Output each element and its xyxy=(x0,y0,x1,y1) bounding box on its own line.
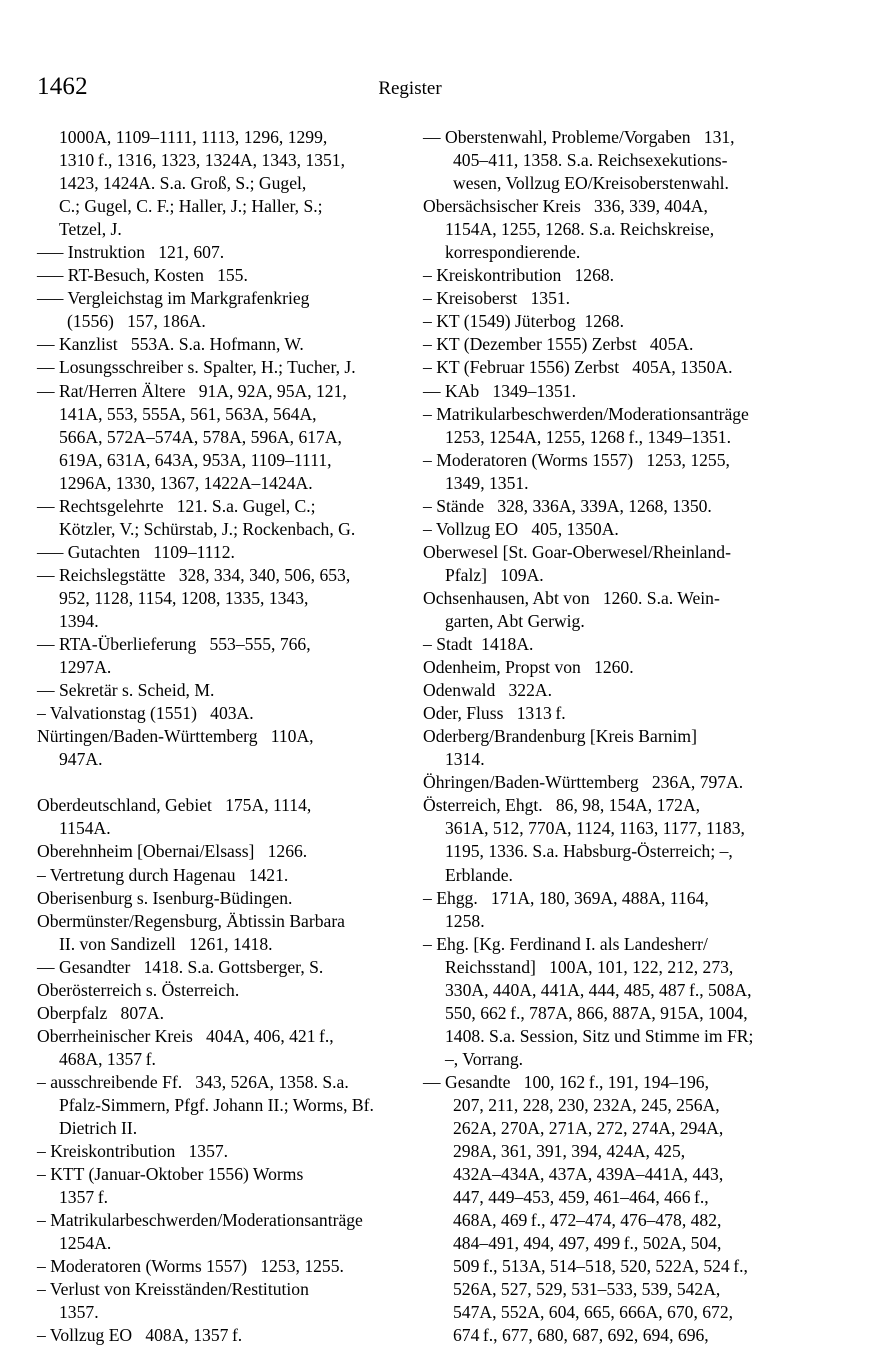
index-line: –, Vorrang. xyxy=(445,1048,524,1069)
index-line: Oberehnheim [Obernai/Elsass] 1266. xyxy=(37,841,308,862)
index-line: 1296A, 1330, 1367, 1422A–1424A. xyxy=(59,472,313,493)
index-line: – KTT (Januar-Oktober 1556) Worms xyxy=(37,1164,304,1185)
index-line: 1154A, 1255, 1268. S.a. Reichskreise, xyxy=(445,219,715,240)
index-line: – Kreiskontribution 1268. xyxy=(423,265,615,286)
index-line: Ochsenhausen, Abt von 1260. S.a. Wein- xyxy=(423,587,720,608)
index-line: 432A–434A, 437A, 439A–441A, 443, xyxy=(453,1164,724,1185)
index-line: – Matrikularbeschwerden/Moderationsanträge xyxy=(423,403,749,424)
index-line: – Kreisoberst 1351. xyxy=(423,288,571,309)
index-line: Obermünster/Regensburg, Äbtissin Barbara xyxy=(37,910,345,931)
index-line: Obersächsischer Kreis 336, 339, 404A, xyxy=(423,196,708,217)
index-line: Reichsstand] 100A, 101, 122, 212, 273, xyxy=(445,956,734,977)
index-line: 468A, 1357 f. xyxy=(59,1048,156,1069)
index-line: 1349, 1351. xyxy=(445,472,529,493)
index-line: 550, 662 f., 787A, 866, 887A, 915A, 1004, xyxy=(445,1002,748,1023)
index-line: 484–491, 494, 497, 499 f., 502A, 504, xyxy=(453,1233,722,1254)
index-line: –– Sekretär s. Scheid, M. xyxy=(37,680,215,701)
index-line: 330A, 440A, 441A, 444, 485, 487 f., 508A, xyxy=(445,979,752,1000)
index-line: 547A, 552A, 604, 665, 666A, 670, 672, xyxy=(453,1302,734,1323)
index-line: 1394. xyxy=(59,610,99,631)
index-line: (1556) 157, 186A. xyxy=(67,311,206,332)
index-line: 1195, 1336. S.a. Habsburg-Österreich; –, xyxy=(445,841,733,862)
index-line: –– Losungsschreiber s. Spalter, H.; Tucher, J. xyxy=(37,357,356,378)
index-line: –– Rat/Herren Ältere 91A, 92A, 95A, 121, xyxy=(37,380,347,401)
index-line: 361A, 512, 770A, 1124, 1163, 1177, 1183, xyxy=(445,818,745,839)
index-line: 262A, 270A, 271A, 272, 274A, 294A, xyxy=(453,1118,724,1139)
index-line: 468A, 469 f., 472–474, 476–478, 482, xyxy=(453,1210,722,1231)
index-line: 1357 f. xyxy=(59,1187,108,1208)
section-gap xyxy=(37,771,409,794)
index-line: 1310 f., 1316, 1323, 1324A, 1343, 1351, xyxy=(59,150,345,171)
running-head xyxy=(0,74,891,100)
index-line: –– Gesandte 100, 162 f., 191, 194–196, xyxy=(423,1071,709,1092)
index-line: 447, 449–453, 459, 461–464, 466 f., xyxy=(453,1187,709,1208)
index-line: Oder, Fluss 1313 f. xyxy=(423,703,566,724)
index-line: 619A, 631A, 643A, 953A, 1109–1111, xyxy=(59,449,332,470)
index-line: 1000A, 1109–1111, 1113, 1296, 1299, xyxy=(59,127,328,147)
index-line: 1297A. xyxy=(59,657,112,678)
index-line: –– Reichslegstätte 328, 334, 340, 506, 653, xyxy=(37,564,351,585)
index-line: – KT (1549) Jüterbog 1268. xyxy=(423,311,625,332)
index-line: – KT (Dezember 1555) Zerbst 405A. xyxy=(423,334,694,355)
index-line: – ausschreibende Ff. 343, 526A, 1358. S.a. xyxy=(37,1071,349,1092)
index-line: ––– Gutachten 1109–1112. xyxy=(37,541,235,562)
index-column-right xyxy=(423,126,823,1347)
index-line: –– Rechtsgelehrte 121. S.a. Gugel, C.; xyxy=(37,495,316,516)
index-line: Odenwald 322A. xyxy=(423,680,552,701)
index-line: II. von Sandizell 1261, 1418. xyxy=(59,933,273,954)
running-head-title: Register xyxy=(378,78,442,99)
index-line: Oberpfalz 807A. xyxy=(37,1002,165,1023)
index-line: Nürtingen/Baden-Württemberg 110A, xyxy=(37,726,314,747)
index-line: Oberisenburg s. Isenburg-Büdingen. xyxy=(37,887,293,908)
index-line: 207, 211, 228, 230, 232A, 245, 256A, xyxy=(453,1094,720,1115)
index-line: 405–411, 1358. S.a. Reichsexekutions- xyxy=(453,150,728,171)
index-line: garten, Abt Gerwig. xyxy=(445,610,585,631)
index-line: –– RTA-Überlieferung 553–555, 766, xyxy=(37,634,311,655)
index-line: Öhringen/Baden-Württemberg 236A, 797A. xyxy=(423,772,744,793)
index-line: Oberdeutschland, Gebiet 175A, 1114, xyxy=(37,795,312,816)
index-line: Erblande. xyxy=(445,864,513,885)
index-line: Odenheim, Propst von 1260. xyxy=(423,657,634,678)
index-line: 141A, 553, 555A, 561, 563A, 564A, xyxy=(59,403,317,424)
index-line: – Moderatoren (Worms 1557) 1253, 1255. xyxy=(37,1256,344,1277)
index-line: – Verlust von Kreisständen/Restitution xyxy=(37,1279,309,1300)
index-line: – KT (Februar 1556) Zerbst 405A, 1350A. xyxy=(423,357,733,378)
index-column-left xyxy=(37,126,409,1347)
index-line: ––– RT-Besuch, Kosten 155. xyxy=(37,265,248,286)
index-line: Österreich, Ehgt. 86, 98, 154A, 172A, xyxy=(423,795,701,816)
page-number: 1462 xyxy=(37,73,88,100)
index-line: –– Oberstenwahl, Probleme/Vorgaben 131, xyxy=(423,127,735,147)
index-line: korrespondierende. xyxy=(445,242,581,263)
index-line: 674 f., 677, 680, 687, 692, 694, 696, xyxy=(453,1325,709,1346)
index-line: – Stadt 1418A. xyxy=(423,634,534,655)
index-line: –– Kanzlist 553A. S.a. Hofmann, W. xyxy=(37,334,304,355)
index-line: ––– Instruktion 121, 607. xyxy=(37,242,225,263)
index-line: ––– Vergleichstag im Markgrafenkrieg xyxy=(37,288,310,309)
index-line: – Ehg. [Kg. Ferdinand I. als Landesherr/ xyxy=(423,933,708,954)
index-line: –– Gesandter 1418. S.a. Gottsberger, S. xyxy=(37,956,324,977)
index-line: 509 f., 513A, 514–518, 520, 522A, 524 f., xyxy=(453,1256,748,1277)
index-line: 1254A. xyxy=(59,1233,112,1254)
index-line: 1423, 1424A. S.a. Groß, S.; Gugel, xyxy=(59,173,307,194)
index-line: – Kreiskontribution 1357. xyxy=(37,1141,229,1162)
index-line: Oberösterreich s. Österreich. xyxy=(37,979,240,1000)
index-line: Dietrich II. xyxy=(59,1118,138,1139)
index-line: Tetzel, J. xyxy=(59,219,122,240)
index-line: – Valvationstag (1551) 403A. xyxy=(37,703,254,724)
index-line: 1408. S.a. Session, Sitz und Stimme im FR; xyxy=(445,1025,754,1046)
index-line: – Moderatoren (Worms 1557) 1253, 1255, xyxy=(423,449,730,470)
index-line: Pfalz-Simmern, Pfgf. Johann II.; Worms, Bf. xyxy=(59,1094,374,1115)
index-line: Kötzler, V.; Schürstab, J.; Rockenbach, G. xyxy=(59,518,356,539)
index-line: 947A. xyxy=(59,749,103,770)
index-line: 566A, 572A–574A, 578A, 596A, 617A, xyxy=(59,426,342,447)
index-line: wesen, Vollzug EO/Kreisoberstenwahl. xyxy=(453,173,729,194)
index-line: Oberwesel [St. Goar-Oberwesel/Rheinland- xyxy=(423,541,731,562)
index-line: 952, 1128, 1154, 1208, 1335, 1343, xyxy=(59,587,309,608)
index-line: –– KAb 1349–1351. xyxy=(423,380,576,401)
index-line: – Vollzug EO 408A, 1357 f. xyxy=(37,1325,243,1346)
index-line: 1253, 1254A, 1255, 1268 f., 1349–1351. xyxy=(445,426,731,447)
index-line: Pfalz] 109A. xyxy=(445,564,544,585)
index-line: – Matrikularbeschwerden/Moderationsanträge xyxy=(37,1210,363,1231)
index-line: – Stände 328, 336A, 339A, 1268, 1350. xyxy=(423,495,712,516)
index-line: 298A, 361, 391, 394, 424A, 425, xyxy=(453,1141,686,1162)
index-line: 1314. xyxy=(445,749,485,770)
index-line: C.; Gugel, C. F.; Haller, J.; Haller, S.; xyxy=(59,196,323,217)
index-line: 1154A. xyxy=(59,818,111,839)
index-line: 526A, 527, 529, 531–533, 539, 542A, xyxy=(453,1279,721,1300)
index-line: – Vollzug EO 405, 1350A. xyxy=(423,518,619,539)
index-line: 1357. xyxy=(59,1302,99,1323)
index-line: 1258. xyxy=(445,910,485,931)
index-line: Oberrheinischer Kreis 404A, 406, 421 f., xyxy=(37,1025,334,1046)
index-line: – Ehgg. 171A, 180, 369A, 488A, 1164, xyxy=(423,887,709,908)
index-line: Oderberg/Brandenburg [Kreis Barnim] xyxy=(423,726,697,747)
index-line: – Vertretung durch Hagenau 1421. xyxy=(37,864,289,885)
